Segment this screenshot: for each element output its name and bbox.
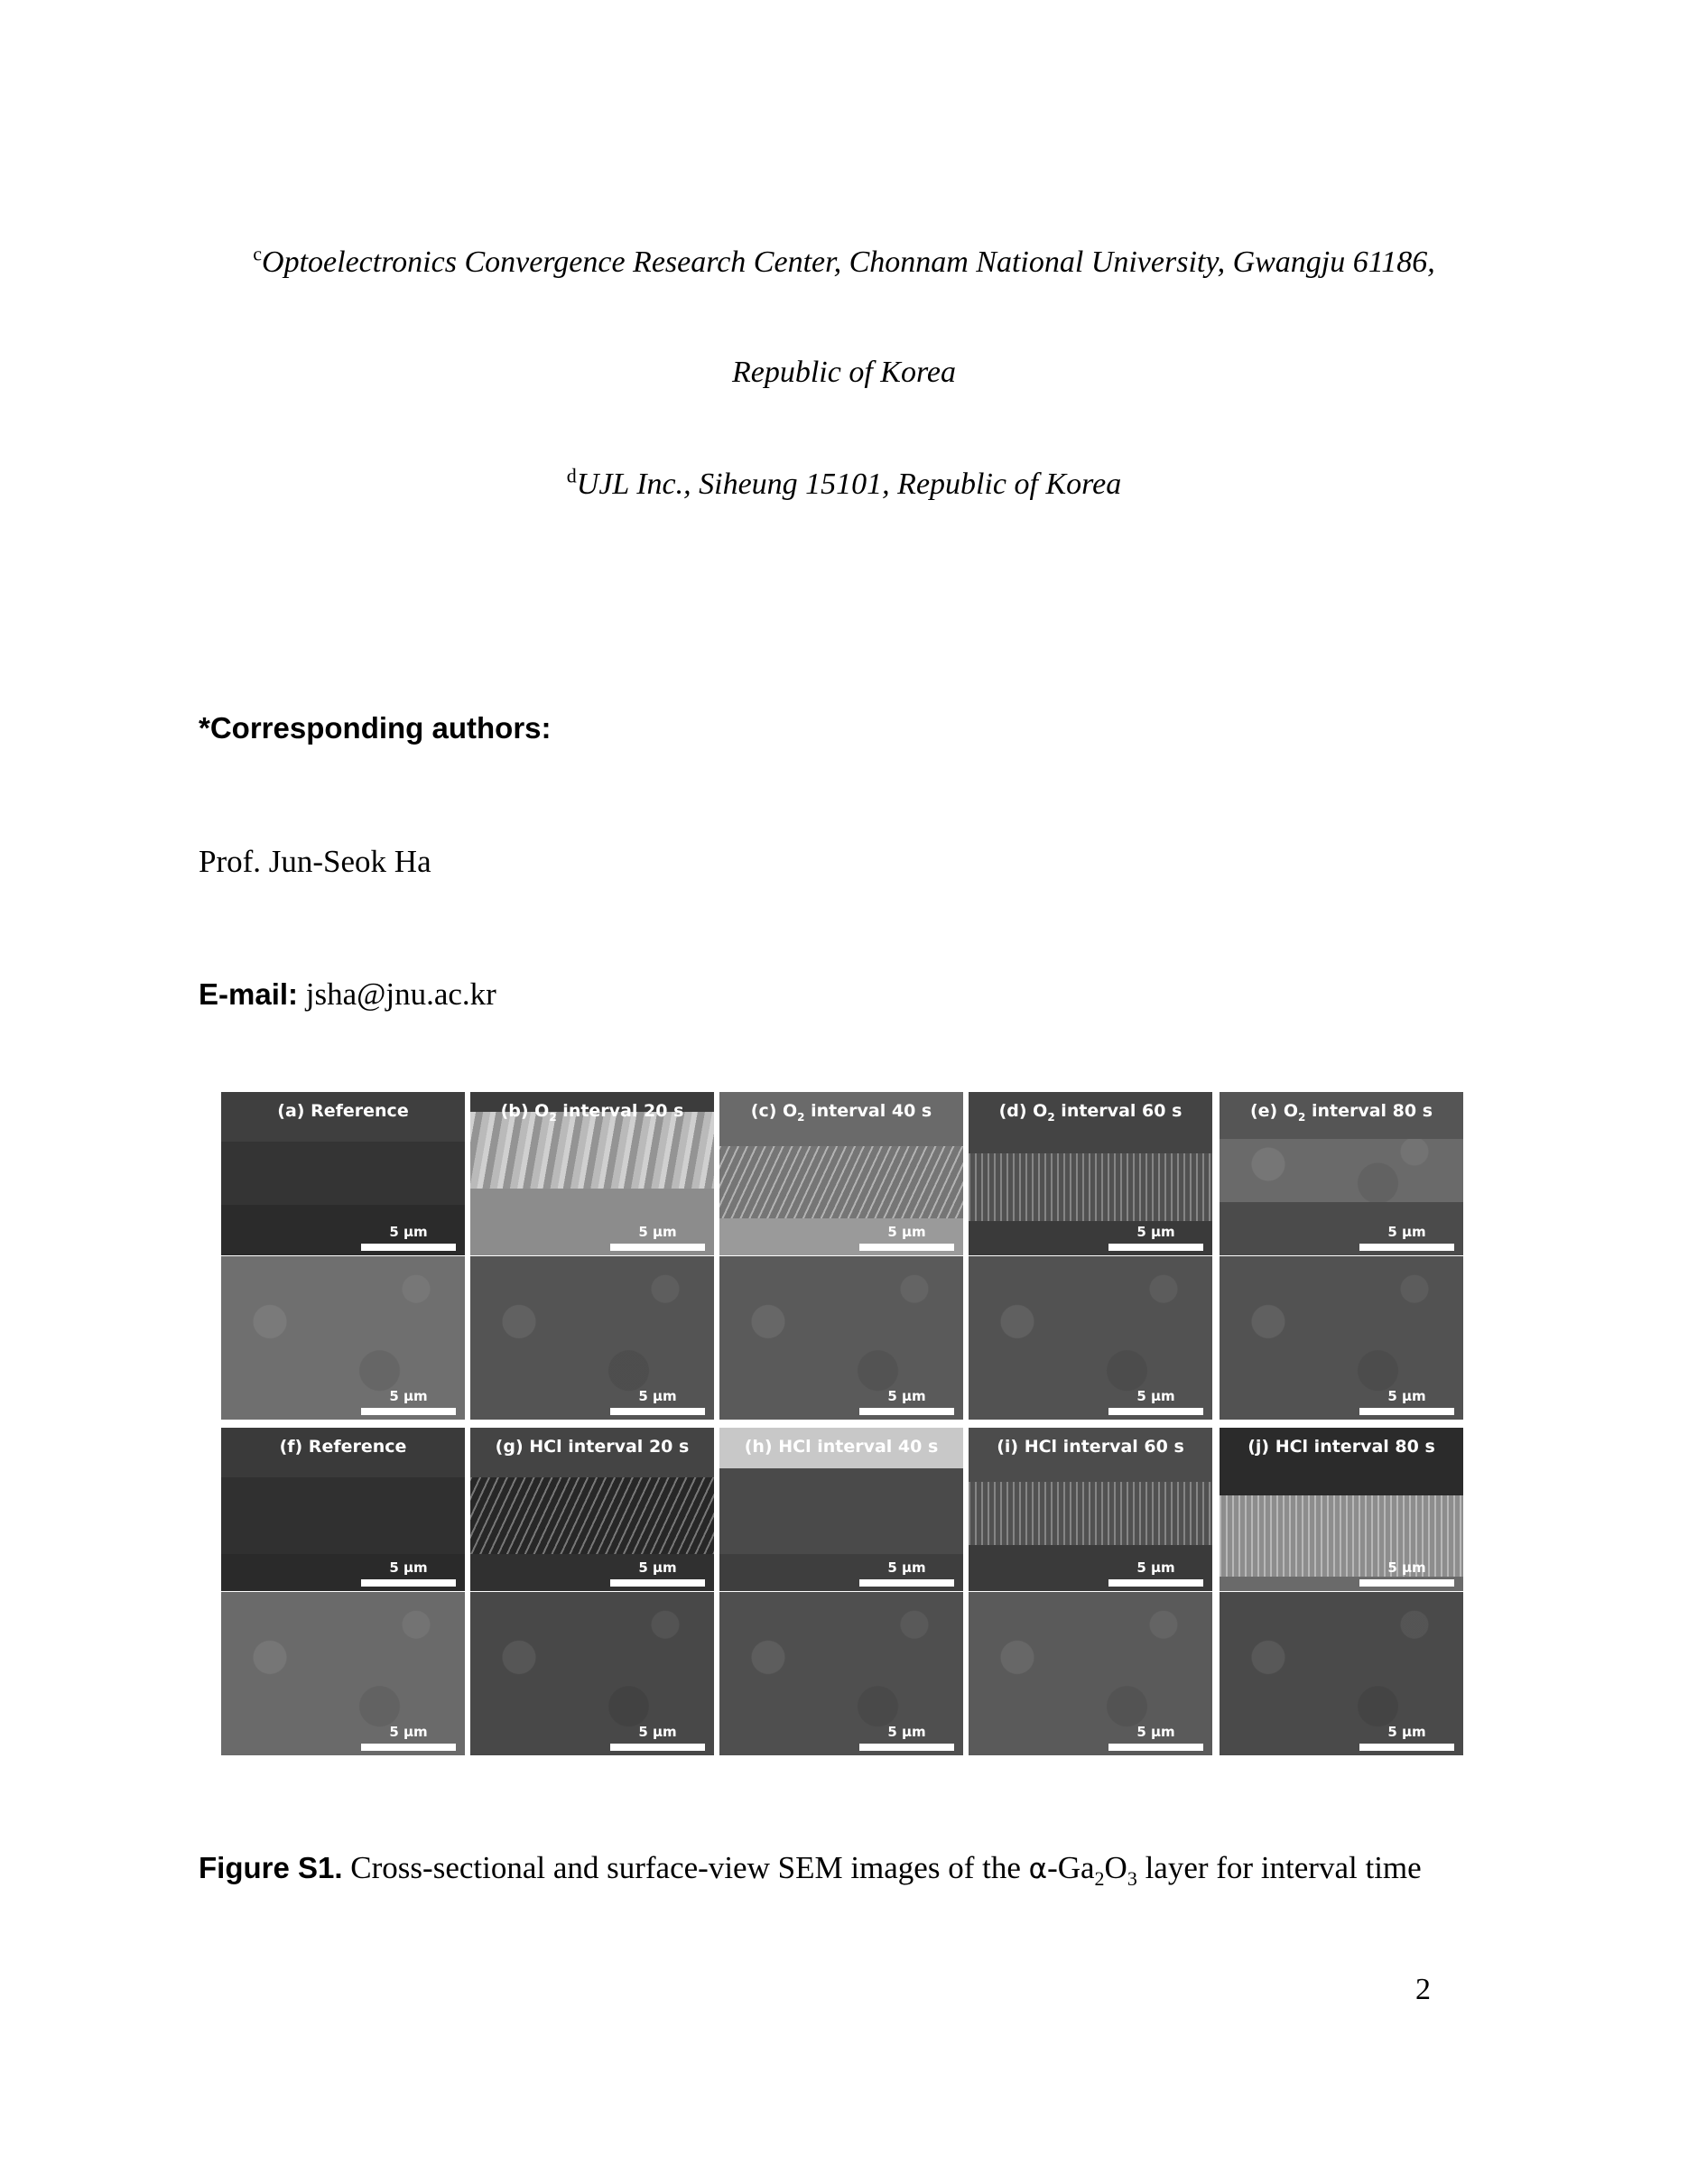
panel-label-text: (c) O — [750, 1101, 798, 1121]
panel-label-text: interval 20 s — [556, 1101, 684, 1121]
panel-label-text: (j) HCl interval 80 s — [1247, 1437, 1435, 1457]
cross-section-image — [470, 1092, 714, 1255]
scale-bar-label: 5 μm — [887, 1388, 926, 1404]
scale-bar-label: 5 μm — [1136, 1559, 1175, 1576]
panel-label — [969, 1101, 1212, 1124]
scale-bar — [1108, 1579, 1203, 1587]
alpha-symbol: α — [1028, 1853, 1048, 1885]
panel-label-text: interval 60 s — [1054, 1101, 1183, 1121]
scale-bar — [610, 1244, 705, 1251]
cross-section-image — [470, 1428, 714, 1591]
panel-label-subscript: 2 — [797, 1110, 805, 1124]
figure-caption — [199, 1850, 1422, 1890]
scale-bar-label: 5 μm — [389, 1388, 428, 1404]
scale-bar — [859, 1408, 954, 1415]
affiliation-marker: d — [566, 464, 577, 487]
panel-label-text: interval 80 s — [1305, 1101, 1433, 1121]
panel-label — [470, 1101, 714, 1124]
panel-label-text: interval 40 s — [804, 1101, 932, 1121]
scale-bar — [859, 1744, 954, 1751]
scale-bar-label: 5 μm — [1387, 1559, 1426, 1576]
affiliation-text: Optoelectronics Convergence Research Center, Chonnam National University, Gwangju 61186, — [262, 245, 1435, 279]
scale-bar-label: 5 μm — [638, 1724, 677, 1740]
scale-bar — [610, 1744, 705, 1751]
cross-section-image — [969, 1428, 1212, 1591]
surface-view-image — [719, 1256, 963, 1420]
affiliation-d — [0, 464, 1688, 502]
sem-panel — [470, 1092, 714, 1420]
panel-label — [470, 1437, 714, 1457]
scale-bar-label: 5 μm — [389, 1224, 428, 1240]
scale-bar-label: 5 μm — [1136, 1724, 1175, 1740]
surface-view-image — [470, 1256, 714, 1420]
sem-panel — [1220, 1092, 1463, 1420]
formula-ga: -Ga — [1047, 1850, 1095, 1885]
scale-bar-label: 5 μm — [1136, 1224, 1175, 1240]
film-layer — [470, 1477, 714, 1554]
film-layer — [221, 1477, 465, 1554]
formula-o-sub: 3 — [1127, 1867, 1137, 1890]
surface-view-image — [969, 1592, 1212, 1755]
surface-view-image — [969, 1256, 1212, 1420]
scale-bar — [361, 1408, 456, 1415]
scale-bar — [361, 1744, 456, 1751]
sem-panel — [221, 1092, 465, 1420]
caption-text-end: layer for interval time — [1136, 1850, 1422, 1885]
sem-panel — [221, 1428, 465, 1755]
scale-bar-label: 5 μm — [638, 1559, 677, 1576]
page-number: 2 — [1415, 1973, 1431, 2006]
cross-section-image — [719, 1092, 963, 1255]
panel-label — [969, 1437, 1212, 1457]
affiliation-text: UJL Inc., Siheung 15101, Republic of Korea — [576, 467, 1122, 501]
panel-label-text: (g) HCl interval 20 s — [495, 1437, 690, 1457]
surface-view-image — [470, 1592, 714, 1755]
cross-section-image — [1220, 1092, 1463, 1255]
cross-section-image — [719, 1428, 963, 1591]
scale-bar-label: 5 μm — [638, 1388, 677, 1404]
panel-label-text: (f) Reference — [279, 1437, 407, 1457]
scale-bar-label: 5 μm — [887, 1724, 926, 1740]
film-layer — [969, 1482, 1212, 1545]
email-address: jsha@jnu.ac.kr — [305, 976, 496, 1012]
scale-bar — [361, 1244, 456, 1251]
caption-text: Cross-sectional and surface-view SEM images of the — [342, 1850, 1029, 1885]
sem-panel — [470, 1428, 714, 1755]
formula-ga-sub: 2 — [1094, 1867, 1105, 1890]
scale-bar-label: 5 μm — [1136, 1388, 1175, 1404]
email-line — [199, 976, 496, 1013]
sem-panel — [719, 1428, 963, 1755]
surface-view-image — [1220, 1256, 1463, 1420]
scale-bar — [1108, 1244, 1203, 1251]
panel-label-text: (i) HCl interval 60 s — [997, 1437, 1184, 1457]
cross-section-image — [221, 1428, 465, 1591]
surface-view-image — [221, 1592, 465, 1755]
caption-label: Figure S1. — [199, 1851, 343, 1884]
panel-label-text: (e) O — [1249, 1101, 1298, 1121]
sem-panel — [1220, 1428, 1463, 1755]
panel-label-subscript: 2 — [1297, 1110, 1306, 1124]
affiliation-text: Republic of Korea — [731, 356, 957, 389]
panel-label-text: (a) Reference — [277, 1101, 409, 1121]
panel-label-text: (d) O — [998, 1101, 1048, 1121]
panel-label — [221, 1101, 465, 1121]
scale-bar-label: 5 μm — [887, 1559, 926, 1576]
panel-label — [1220, 1437, 1463, 1457]
scale-bar — [1108, 1408, 1203, 1415]
affiliation-c — [0, 242, 1688, 280]
cross-section-image — [1220, 1428, 1463, 1591]
sem-panel — [969, 1428, 1212, 1755]
panel-label-subscript: 2 — [1047, 1110, 1055, 1124]
panel-label — [1220, 1101, 1463, 1124]
film-layer — [719, 1468, 963, 1554]
scale-bar-label: 5 μm — [638, 1224, 677, 1240]
film-layer — [719, 1146, 963, 1218]
scale-bar — [610, 1579, 705, 1587]
panel-label-subscript: 2 — [549, 1110, 557, 1124]
scale-bar — [1359, 1408, 1454, 1415]
sem-panel — [719, 1092, 963, 1420]
panel-label — [719, 1101, 963, 1124]
surface-view-image — [221, 1256, 465, 1420]
cross-section-image — [221, 1092, 465, 1255]
scale-bar — [1359, 1244, 1454, 1251]
scale-bar — [859, 1244, 954, 1251]
sem-figure — [221, 1092, 1464, 1760]
scale-bar-label: 5 μm — [389, 1724, 428, 1740]
film-layer — [969, 1153, 1212, 1221]
email-label: E-mail: — [199, 977, 299, 1011]
surface-view-image — [1220, 1592, 1463, 1755]
film-layer — [221, 1142, 465, 1205]
scale-bar-label: 5 μm — [1387, 1724, 1426, 1740]
scale-bar — [610, 1408, 705, 1415]
scale-bar — [1108, 1744, 1203, 1751]
scale-bar-label: 5 μm — [1387, 1224, 1426, 1240]
affiliation-marker: c — [253, 242, 263, 265]
scale-bar-label: 5 μm — [1387, 1388, 1426, 1404]
scale-bar — [859, 1579, 954, 1587]
surface-view-image — [719, 1592, 963, 1755]
scale-bar-label: 5 μm — [389, 1559, 428, 1576]
corresponding-heading: *Corresponding authors: — [199, 711, 552, 745]
formula-o: O — [1104, 1850, 1127, 1885]
scale-bar — [1359, 1579, 1454, 1587]
panel-label-text: (b) O — [500, 1101, 550, 1121]
affiliation-c-continued — [0, 356, 1688, 390]
cross-section-image — [969, 1092, 1212, 1255]
film-layer — [1220, 1139, 1463, 1202]
author-name: Prof. Jun-Seok Ha — [199, 844, 431, 879]
scale-bar — [361, 1579, 456, 1587]
panel-label — [719, 1437, 963, 1457]
panel-label-text: (h) HCl interval 40 s — [744, 1437, 939, 1457]
sem-panel — [969, 1092, 1212, 1420]
scale-bar-label: 5 μm — [887, 1224, 926, 1240]
panel-label — [221, 1437, 465, 1457]
scale-bar — [1359, 1744, 1454, 1751]
